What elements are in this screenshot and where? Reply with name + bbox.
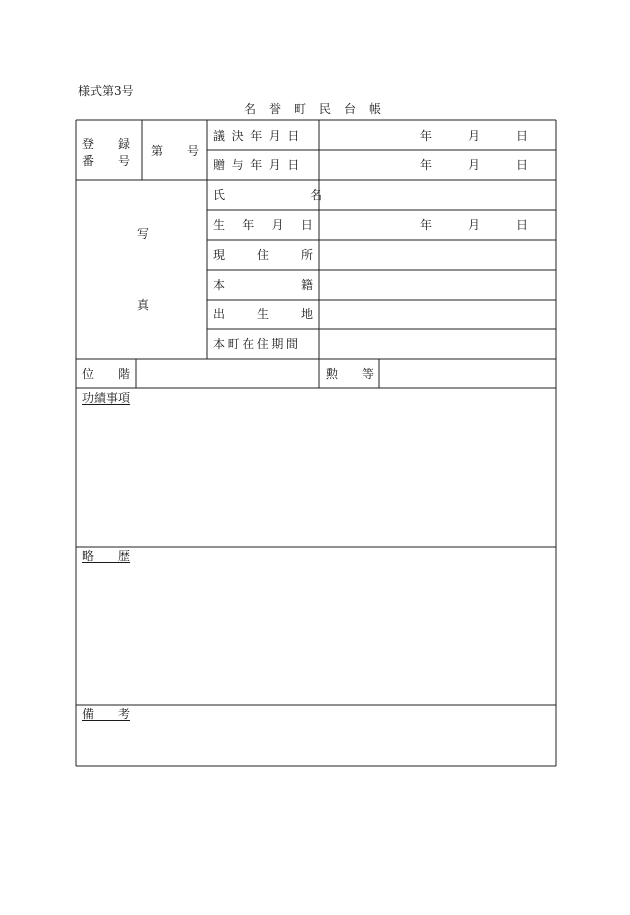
registration-label-line1: 登 録	[82, 137, 131, 151]
registration-label-line2: 番 号	[82, 154, 131, 168]
page-title: 名誉町民台帳	[244, 102, 395, 116]
resolution-date-field[interactable]	[320, 121, 555, 149]
resolution-day-unit: 日	[516, 129, 529, 143]
rank-label: 位 階	[82, 367, 131, 381]
photo-area[interactable]	[77, 181, 206, 358]
grant-date-field[interactable]	[320, 151, 555, 179]
residence-period-label: 本町在住期間	[213, 337, 301, 351]
grant-day-unit: 日	[516, 158, 529, 172]
address-field[interactable]	[320, 241, 555, 269]
domicile-field[interactable]	[320, 271, 555, 299]
photo-label-char2: 真	[137, 298, 150, 312]
birth-date-label: 生年月日	[213, 218, 331, 232]
decoration-label: 勲 等	[326, 367, 375, 381]
birth-day-unit: 日	[516, 218, 529, 232]
rank-field[interactable]	[137, 360, 318, 387]
birthplace-label: 出生地	[213, 307, 346, 321]
resolution-month-unit: 月	[468, 129, 481, 143]
remarks-field[interactable]	[77, 723, 555, 765]
name-field[interactable]	[320, 181, 555, 209]
registration-number-label: 第 号	[151, 144, 200, 158]
remarks-heading: 備 考	[82, 707, 131, 721]
name-label: 氏名	[213, 188, 408, 202]
grant-month-unit: 月	[468, 158, 481, 172]
photo-label-char1: 写	[137, 227, 150, 241]
birth-year-unit: 年	[420, 218, 433, 232]
resolution-year-unit: 年	[420, 129, 433, 143]
birth-date-field[interactable]	[320, 211, 555, 239]
residence-period-field[interactable]	[320, 330, 555, 358]
history-heading: 略 歴	[82, 549, 131, 563]
achievements-field[interactable]	[77, 407, 555, 546]
decoration-field[interactable]	[380, 360, 555, 387]
birth-month-unit: 月	[468, 218, 481, 232]
grant-year-unit: 年	[420, 158, 433, 172]
birthplace-field[interactable]	[320, 301, 555, 328]
history-field[interactable]	[77, 565, 555, 704]
domicile-label: 本籍	[213, 278, 390, 292]
grant-date-label: 贈与年月日	[213, 158, 307, 172]
address-label: 現住所	[213, 248, 346, 262]
achievements-heading: 功績事項	[82, 391, 131, 405]
form-number: 様式第3号	[78, 84, 134, 98]
resolution-date-label: 議決年月日	[213, 129, 307, 143]
